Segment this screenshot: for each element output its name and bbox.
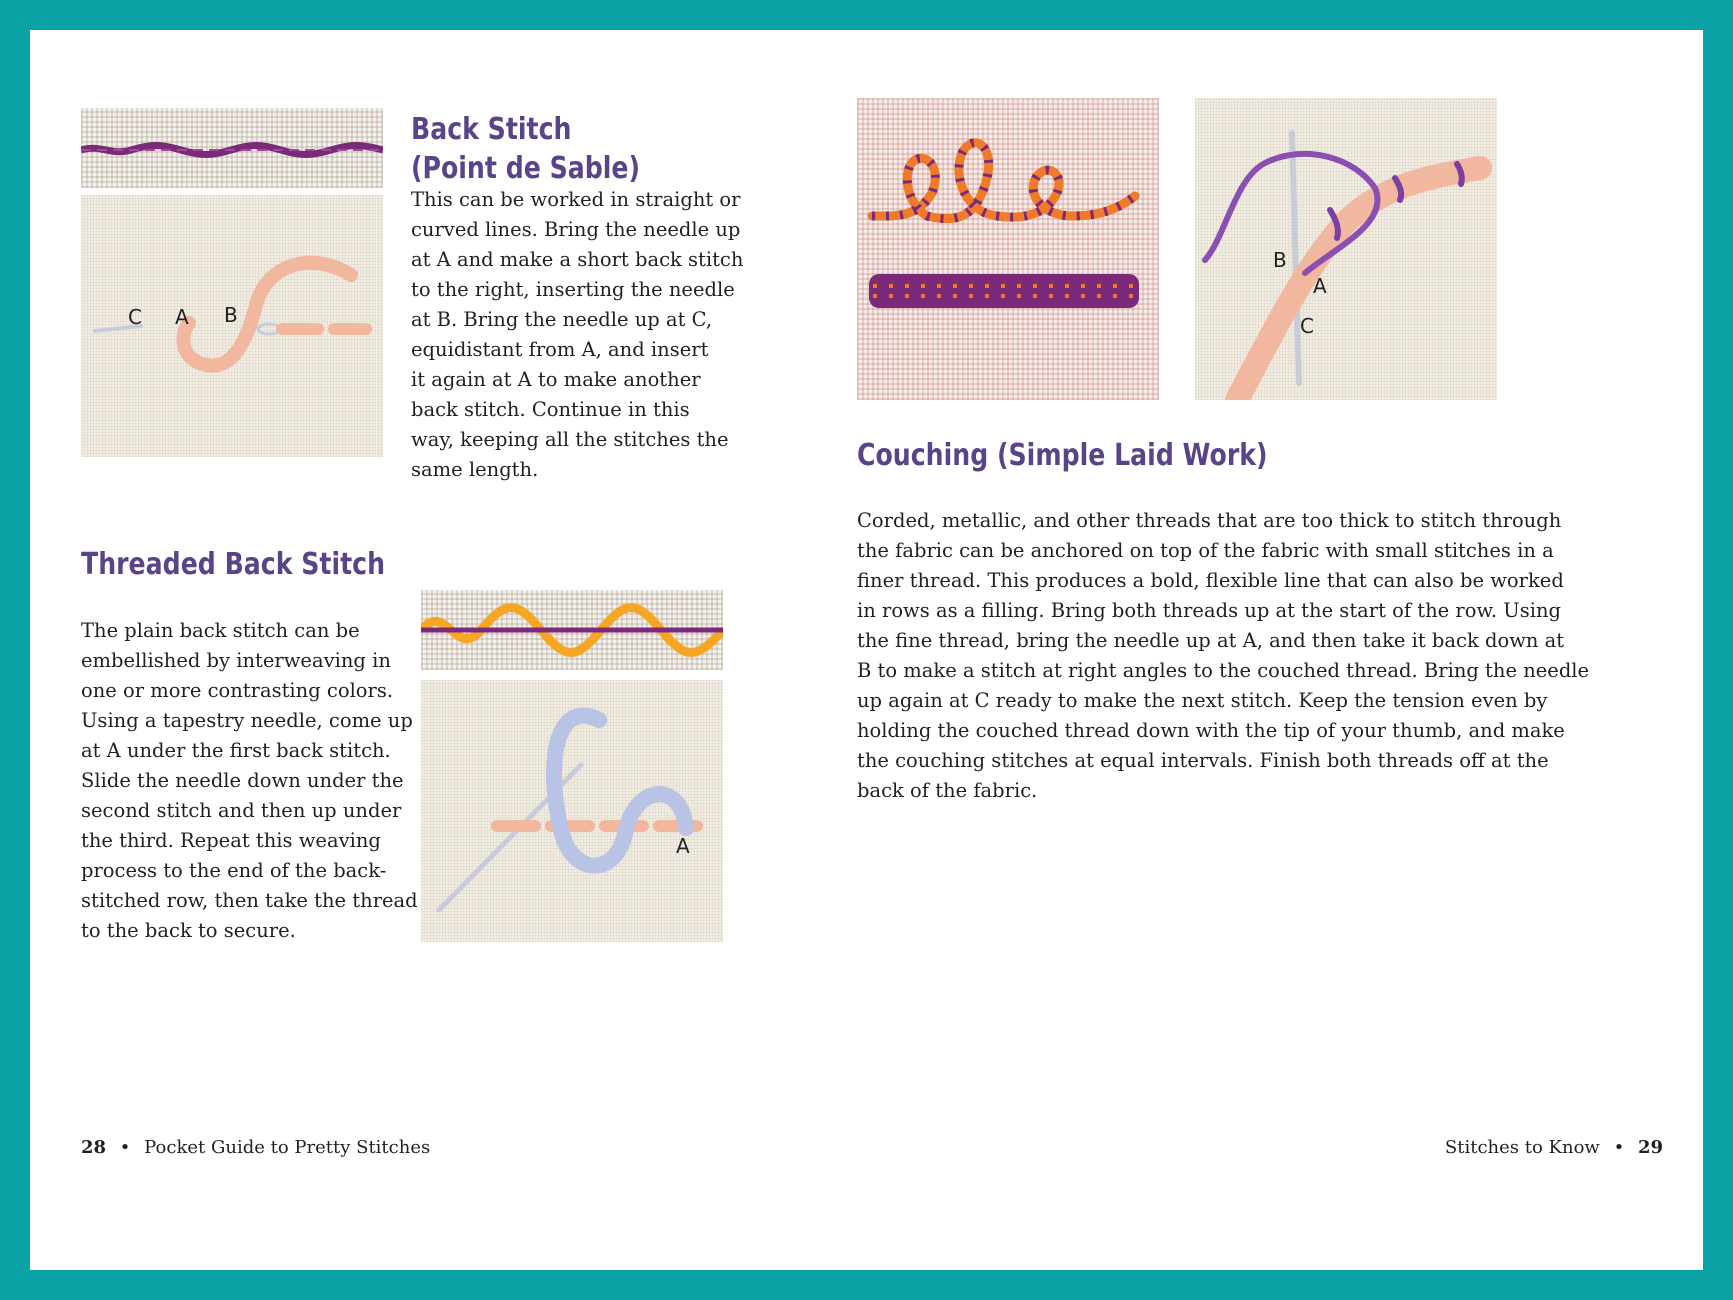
body-line: the fine thread, bring the needle up at A, and then take it back down at xyxy=(857,629,1565,652)
body-line: B to make a stitch at right angles to the couched thread. Bring the needle xyxy=(857,659,1590,682)
body-line: back stitch. Continue in this xyxy=(411,398,690,421)
back-stitch-title-line: (Point de Sable) xyxy=(411,151,641,186)
body-line: up again at C ready to make the next stitch. Keep the tension even by xyxy=(857,689,1548,712)
body-line: stitched row, then take the thread xyxy=(81,889,418,912)
back-stitch-label-c: C xyxy=(128,305,142,329)
couching-diagram xyxy=(1195,98,1497,400)
body-line: Using a tapestry needle, come up xyxy=(81,709,413,732)
couching-label-a: A xyxy=(1313,274,1327,298)
back-stitch-label-b: B xyxy=(224,303,238,327)
couching-sample-photo xyxy=(857,98,1159,400)
couching-label-b: B xyxy=(1273,248,1287,272)
back-stitch-sample-thread xyxy=(81,108,383,188)
body-line: This can be worked in straight or xyxy=(411,188,741,211)
body-line: embellished by interweaving in xyxy=(81,649,391,672)
couching-diagram-art xyxy=(1195,98,1497,400)
body-line: the couching stitches at equal intervals. Finish both threads off at the xyxy=(857,749,1549,772)
body-line: Slide the needle down under the xyxy=(81,769,404,792)
footer-separator: • xyxy=(1613,1137,1625,1158)
body-line: the third. Repeat this weaving xyxy=(81,829,381,852)
body-line: second stitch and then up under xyxy=(81,799,402,822)
body-line: the fabric can be anchored on top of the fabric with small stitches in a xyxy=(857,539,1554,562)
body-line: in rows as a filling. Bring both threads up at the start of the row. Using xyxy=(857,599,1561,622)
back-stitch-title-line: Back Stitch xyxy=(411,112,572,147)
back-stitch-sample-photo xyxy=(81,108,383,188)
footer-separator: • xyxy=(119,1137,131,1158)
book-spread xyxy=(30,30,1703,1270)
body-line: process to the end of the back- xyxy=(81,859,387,882)
threaded-back-stitch-sample-photo xyxy=(421,590,723,670)
back-stitch-body xyxy=(411,185,743,485)
page-number-left: 28 xyxy=(81,1137,107,1158)
page-number-right: 29 xyxy=(1637,1137,1663,1158)
body-line: to the right, inserting the needle xyxy=(411,278,735,301)
body-line: one or more contrasting colors. xyxy=(81,679,394,702)
body-line: back of the fabric. xyxy=(857,779,1038,802)
footer-right xyxy=(1445,1137,1663,1158)
footer-left xyxy=(81,1137,430,1158)
body-line: The plain back stitch can be xyxy=(81,619,360,642)
back-stitch-diagram xyxy=(81,195,383,457)
couching-body xyxy=(857,506,1589,806)
body-line: at B. Bring the needle up at C, xyxy=(411,308,713,331)
body-line: at A and make a short back stitch xyxy=(411,248,744,271)
threaded-back-stitch-diagram xyxy=(421,680,723,942)
couching-label-c: C xyxy=(1300,314,1314,338)
back-stitch-title xyxy=(411,110,640,188)
threaded-back-stitch-diagram-art xyxy=(421,680,723,942)
running-title-left: Pocket Guide to Pretty Stitches xyxy=(144,1137,431,1158)
body-line: at A under the first back stitch. xyxy=(81,739,391,762)
body-line: equidistant from A, and insert xyxy=(411,338,709,361)
couching-title: Couching (Simple Laid Work) xyxy=(857,438,1268,473)
threaded-back-stitch-label-a: A xyxy=(676,834,690,858)
body-line: way, keeping all the stitches the xyxy=(411,428,729,451)
threaded-back-stitch-title: Threaded Back Stitch xyxy=(81,547,386,582)
running-title-right: Stitches to Know xyxy=(1444,1137,1600,1158)
body-line: to the back to secure. xyxy=(81,919,296,942)
body-line: same length. xyxy=(411,458,539,481)
body-line: finer thread. This produces a bold, flexible line that can also be worked xyxy=(857,569,1564,592)
body-line: curved lines. Bring the needle up xyxy=(411,218,741,241)
body-line: Corded, metallic, and other threads that are too thick to stitch through xyxy=(857,509,1562,532)
back-stitch-label-a: A xyxy=(175,305,189,329)
body-line: it again at A to make another xyxy=(411,368,701,391)
threaded-back-stitch-body xyxy=(81,616,418,946)
threaded-back-stitch-sample-thread xyxy=(421,590,723,670)
couching-sample-thread xyxy=(857,98,1159,400)
body-line: holding the couched thread down with the tip of your thumb, and make xyxy=(857,719,1565,742)
